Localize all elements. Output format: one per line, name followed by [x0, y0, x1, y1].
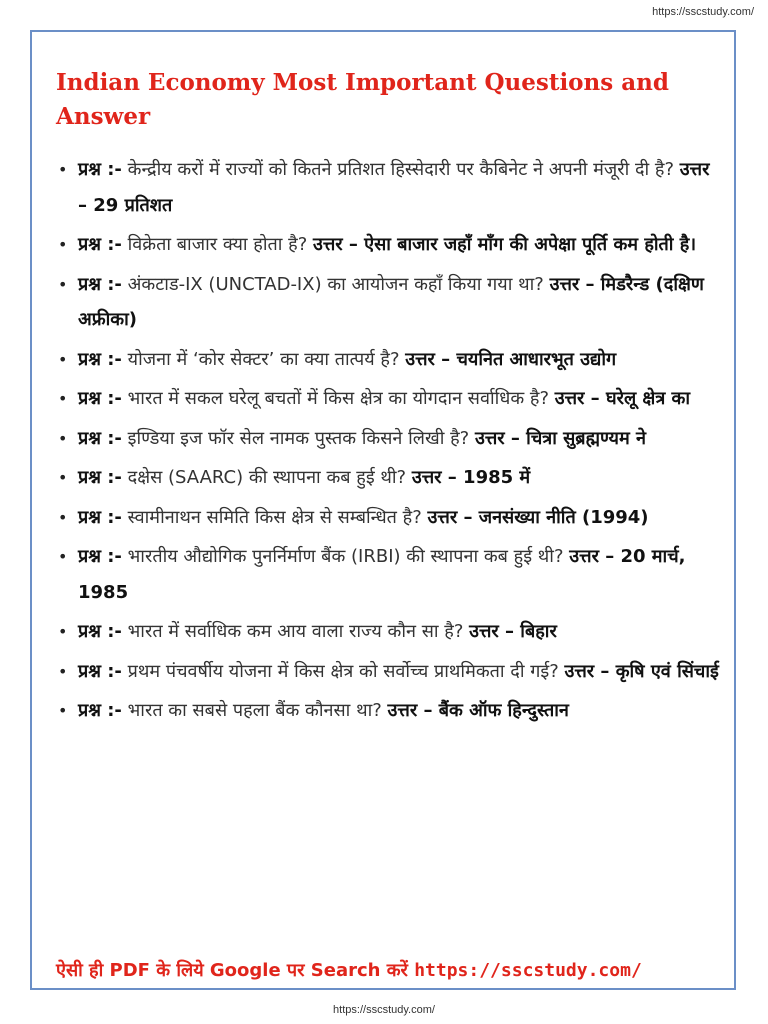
answer-text: उत्तर – घरेलू क्षेत्र का — [554, 388, 691, 409]
answer-text: उत्तर – बिहार — [469, 621, 557, 642]
bullet-icon: • — [58, 661, 68, 681]
question-text: भारतीय औद्योगिक पुनर्निर्माण बैंक (IRBI) की स्थापना कब हुई थी? — [127, 546, 564, 567]
question-text: केन्द्रीय करों में राज्यों को कितने प्रतिशत हिस्सेदारी पर कैबिनेट ने अपनी मंजूरी दी है? — [127, 159, 675, 180]
qa-item — [56, 500, 722, 536]
question-label: प्रश्न :- — [78, 348, 122, 370]
qa-item — [56, 381, 722, 417]
question-label: प्रश्न :- — [78, 660, 122, 682]
answer-text: उत्तर – बैंक ऑफ हिन्दुस्तान — [387, 700, 569, 721]
question-label: प्रश्न :- — [78, 427, 122, 449]
page-title: Indian Economy Most Important Questions and Answer — [56, 69, 669, 130]
answer-text: उत्तर – कृषि एवं सिंचाई — [564, 660, 719, 682]
bottom-page-url[interactable]: https://sscstudy.com/ — [333, 1004, 435, 1016]
answer-text: उत्तर – जनसंख्या नीति (1994) — [427, 506, 649, 528]
question-text: भारत में सकल घरेलू बचतों में किस क्षेत्र का योगदान सर्वाधिक है? — [127, 388, 550, 409]
question-label: प्रश्न :- — [78, 388, 122, 409]
header-url[interactable]: https://sscstudy.com/ — [652, 6, 754, 18]
question-text: इण्डिया इज फॉर सेल नामक पुस्तक किसने लिखी है? — [127, 427, 470, 449]
question-label: प्रश्न :- — [78, 234, 122, 255]
qa-item — [56, 342, 722, 378]
question-text: विक्रेता बाजार क्या होता है? — [127, 234, 308, 255]
footer-promo-line — [56, 958, 736, 982]
question-label: प्रश्न :- — [78, 467, 122, 488]
answer-text: उत्तर – 1985 में — [411, 467, 531, 488]
qa-item — [56, 227, 722, 263]
qa-item — [56, 614, 722, 650]
bullet-icon: • — [58, 389, 68, 408]
question-text: भारत का सबसे पहला बैंक कौनसा था? — [127, 700, 382, 721]
question-text: योजना में ‘कोर सेक्टर’ का क्या तात्पर्य है? — [127, 348, 400, 370]
question-text: अंकटाड-IX (UNCTAD-IX) का आयोजन कहाँ किया गया था? — [127, 273, 544, 295]
question-text: प्रथम पंचवर्षीय योजना में किस क्षेत्र को सर्वोच्च प्राथमिकता दी गई? — [127, 660, 559, 682]
qa-item — [56, 267, 722, 338]
bullet-icon: • — [58, 701, 68, 720]
bullet-icon: • — [58, 428, 68, 448]
bullet-icon: • — [58, 547, 68, 566]
question-text: स्वामीनाथन समिति किस क्षेत्र से सम्बन्धित है? — [127, 506, 422, 528]
answer-text: उत्तर – मिडरैन्ड (दक्षिण अफ्रीका) — [78, 273, 704, 330]
qa-item — [56, 152, 722, 223]
question-label: प्रश्न :- — [78, 546, 122, 567]
bullet-icon: • — [58, 507, 68, 527]
answer-text: उत्तर – चित्रा सुब्रह्मण्यम ने — [474, 427, 646, 449]
question-label: प्रश्न :- — [78, 506, 122, 528]
bullet-icon: • — [58, 349, 68, 369]
answer-text: उत्तर – चयनित आधारभूत उद्योग — [405, 348, 617, 370]
answer-text: उत्तर – ऐसा बाजार जहाँ माँग की अपेक्षा पूर्ति कम होती है। — [312, 234, 697, 255]
qa-item — [56, 654, 722, 690]
qa-item — [56, 421, 722, 457]
question-label: प्रश्न :- — [78, 273, 122, 295]
answer-text: उत्तर – 29 प्रतिशत — [78, 159, 710, 216]
bullet-icon: • — [58, 160, 68, 179]
answer-text: उत्तर – 20 मार्च, 1985 — [78, 546, 686, 603]
question-label: प्रश्न :- — [78, 621, 122, 642]
question-label: प्रश्न :- — [78, 159, 122, 180]
question-text: दक्षेस (SAARC) की स्थापना कब हुई थी? — [127, 467, 407, 488]
footer-url-link[interactable]: https://sscstudy.com/ — [414, 960, 642, 981]
bullet-icon: • — [58, 235, 68, 254]
qa-item — [56, 693, 722, 729]
footer-promo-text: ऐसी ही PDF के लिये Google पर Search करें — [56, 960, 408, 981]
qa-list — [56, 152, 722, 733]
bullet-icon: • — [58, 468, 68, 487]
qa-item — [56, 539, 722, 610]
bullet-icon: • — [58, 622, 68, 641]
qa-item — [56, 460, 722, 496]
question-label: प्रश्न :- — [78, 700, 122, 721]
question-text: भारत में सर्वाधिक कम आय वाला राज्य कौन सा है? — [127, 621, 464, 642]
bullet-icon: • — [58, 274, 68, 294]
